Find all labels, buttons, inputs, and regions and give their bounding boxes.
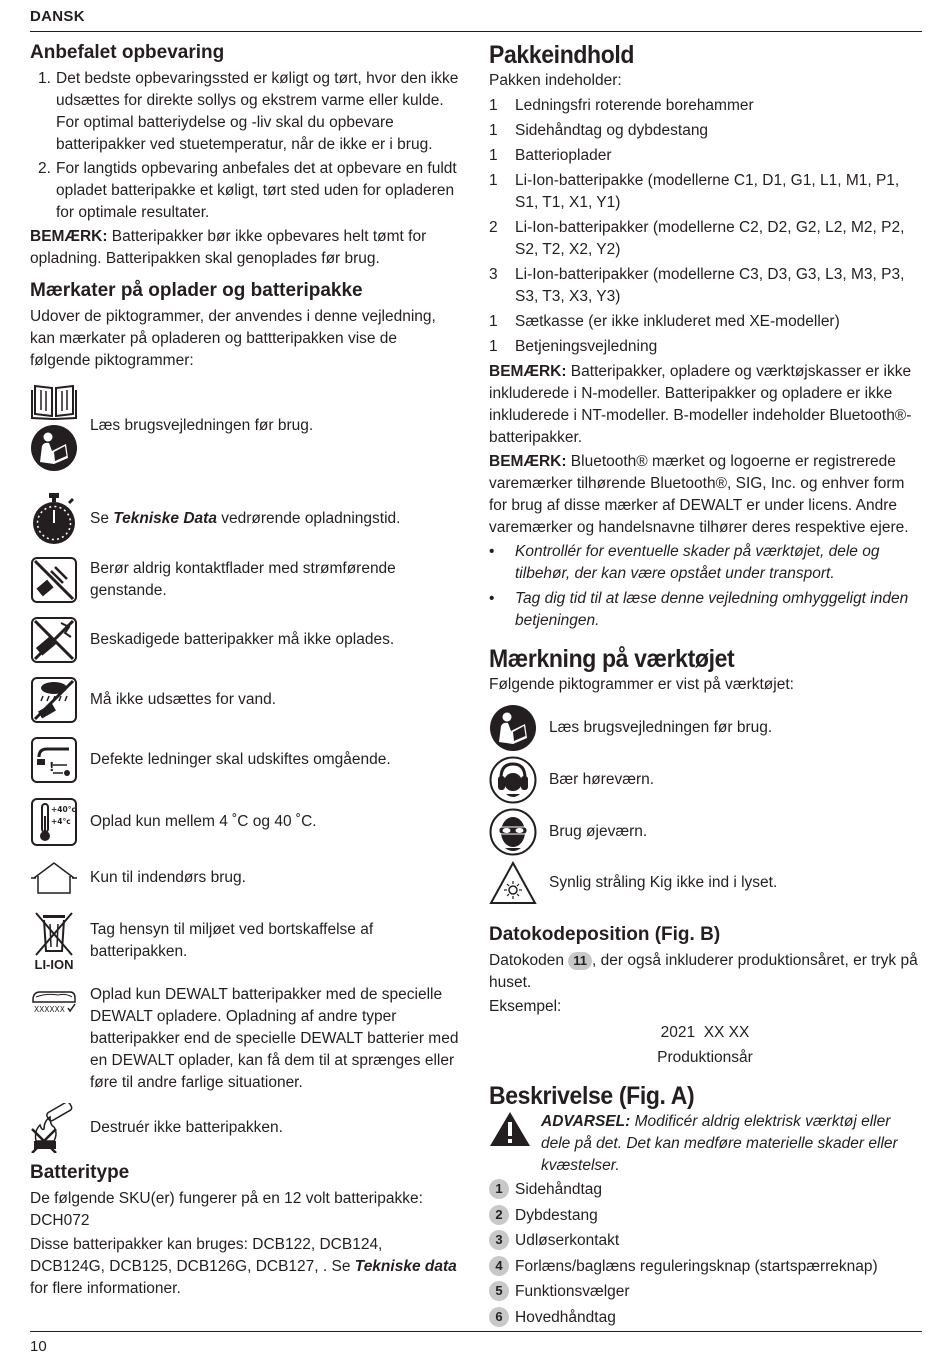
- list-item: 5 Funktionsvælger: [489, 1281, 921, 1303]
- pictogram-no-water: Må ikke udsættes for vand.: [30, 672, 460, 728]
- house-icon: [30, 860, 78, 896]
- description-heading: Beskrivelse (Fig. A): [489, 1082, 695, 1110]
- pictogram-environment: LI-ION Tag hensyn til miljøet ved bortskaffelse af batteripakken.: [30, 908, 460, 974]
- pictogram-charging-time: Se Tekniske Data vedrørende opladningstid.: [30, 492, 460, 546]
- warning-triangle-icon: [489, 1111, 531, 1147]
- list-item: 4 Forlæns/baglæns reguleringsknap (startspærreknap): [489, 1256, 921, 1278]
- list-item: • Kontrollér for eventuelle skader på værktøjet, dele og tilbehør, der kan være opstået under transport.: [489, 543, 880, 582]
- page-footer: [30, 1331, 922, 1357]
- date-code-text: Datokoden 11 , der også inkluderer produktionsåret, er tryk på huset.: [489, 952, 918, 991]
- tool-pictogram-radiation: Synlig stråling Kig ikke ind i lyset.: [489, 858, 921, 908]
- radiation-warning-icon: [489, 861, 537, 905]
- package-intro: Pakken indeholder:: [489, 72, 622, 89]
- damaged-battery-icon: [31, 617, 77, 663]
- package-heading: Pakkeindhold: [489, 41, 635, 69]
- svg-text:+40°c: +40°c: [51, 805, 76, 814]
- language-label: DANSK: [30, 8, 85, 25]
- eye-protection-icon: [489, 808, 537, 856]
- no-touch-contacts-icon: [31, 557, 77, 603]
- list-item: 3 Li-Ion-batteripakker (modellerne C3, D3, G3, L3, M3, P3, S3, T3, X3, Y3): [489, 266, 905, 305]
- right-column: [489, 40, 921, 1332]
- tool-pictogram-ear: Bær høreværn.: [489, 754, 921, 806]
- defective-cord-icon: [31, 737, 77, 783]
- li-ion-label: LI-ION: [34, 956, 74, 972]
- labels-heading: Mærkater på oplader og batteripakke: [30, 280, 363, 301]
- storage-list: [30, 68, 460, 224]
- battery-type-sku: De følgende SKU(er) fungerer på en 12 volt batteripakke: DCH072: [30, 1190, 423, 1229]
- crossed-bin-icon: [33, 911, 75, 957]
- svg-text:XXXXXX: XXXXXX: [34, 1005, 65, 1014]
- list-item: 6 Hovedhåndtag: [489, 1307, 921, 1329]
- list-item: 1 Sidehåndtag og dybdestang: [489, 122, 709, 139]
- list-item: 2 Dybdestang: [489, 1205, 921, 1227]
- list-item: 3 Udløserkontakt: [489, 1230, 921, 1252]
- date-code-example: Eksempel:: [489, 998, 562, 1015]
- list-item: 2. For langtids opbevaring anbefales det at opbevare en fuldt opladet batteripakke et køligt, tørt sted uden for opladeren for optimale resultater.: [38, 160, 457, 221]
- thermometer-icon: [31, 798, 77, 846]
- left-column: [30, 40, 460, 1302]
- tool-marking-intro: Følgende piktogrammer er vist på værktøjet:: [489, 676, 794, 693]
- pictogram-defective-cords: ! Defekte ledninger skal udskiftes omgående.: [30, 732, 460, 788]
- list-item: 1 Sidehåndtag: [489, 1179, 921, 1201]
- date-code-heading: Datokodeposition (Fig. B): [489, 924, 721, 945]
- pictogram-dewalt-only: XXXXXX Oplad kun DEWALT batteripakker med de specielle DEWALT opladere. Opladning af andre typer batteripakker end de specielle DEWALT batterier med en DEWALT oplader, kan få dem til at sprænges eller føre til andre farlige situationer.: [30, 984, 460, 1094]
- svg-text:!: !: [49, 760, 55, 774]
- battery-type-heading: Batteritype: [30, 1162, 130, 1183]
- list-item: 1. Det bedste opbevaringssted er køligt og tørt, hvor den ikke udsættes for direkte sollys og ekstrem varme eller kulde. For optimal batteriydelse og -liv skal du opbevare batteripakker ved stuetemperatur, når de ikke er i brug.: [38, 70, 459, 153]
- rain-icon: [31, 677, 77, 723]
- charger-icon: [30, 988, 78, 1014]
- pictogram-no-touch: Berør aldrig kontaktflader med strømførende genstande.: [30, 552, 460, 608]
- ear-protection-icon: [489, 756, 537, 804]
- package-note-1: BEMÆRK: Batteripakker, opladere og værktøjskasser er ikke inkluderede i N-modeller. Batteripakker og opladere er ikke inkluderede i NT-modeller. B-modeller indeholder Bluetooth®-batteripakker.: [489, 363, 912, 446]
- pictogram-indoor: Kun til indendørs brug.: [30, 852, 460, 904]
- tool-pictogram-eye: Brug øjeværn.: [489, 806, 921, 858]
- date-code-value: 2021 XX XX: [660, 1024, 750, 1041]
- pictogram-no-damaged: Beskadigede batteripakker må ikke oplades.: [30, 612, 460, 668]
- description-list: [489, 1179, 921, 1329]
- pictogram-read-manual: Læs brugsvejledningen før brug.: [30, 380, 460, 472]
- warning-block: ADVARSEL: Modificér aldrig elektrisk værktøj eller dele på det. Det kan medføre materielle skader eller kvæstelser.: [489, 1111, 921, 1177]
- list-item: 1 Batterioplader: [489, 147, 612, 164]
- list-item: 1 Betjeningsvejledning: [489, 338, 658, 355]
- list-item: 2 Li-Ion-batteripakker (modellerne C2, D2, G2, L2, M2, P2, S2, T2, X2, Y2): [489, 219, 905, 258]
- stopwatch-icon: [30, 493, 78, 545]
- page-header: [30, 6, 922, 32]
- no-incineration-icon: [30, 1103, 78, 1153]
- list-item: 1 Li-Ion-batteripakke (modellerne C1, D1, G1, L1, M1, P1, S1, T1, X1, Y1): [489, 172, 900, 211]
- date-code-label: Produktionsår: [657, 1049, 753, 1066]
- package-list: [489, 95, 921, 358]
- package-note-2: BEMÆRK: Bluetooth® mærket og logoerne er registrerede varemærker tilhørende Bluetooth®, SIG, Inc. og enhver form for brug af disse mærker af DEWALT er under licens. Andre varemærker og handelsnavne tilhører deres respektive ejere.: [489, 453, 909, 536]
- list-item: • Tag dig tid til at læse denne vejledning omhyggeligt inden betjeningen.: [489, 590, 909, 629]
- pictogram-charge-temp: +40°c +4°c Oplad kun mellem 4 ˚C og 40 ˚C.: [30, 794, 460, 850]
- book-icon: [31, 380, 77, 420]
- labels-intro: Udover de piktogrammer, der anvendes i denne vejledning, kan mærkater på opladeren og battteripakken vise de følgende piktogrammer:: [30, 308, 436, 369]
- tool-pictogram-read-manual: Læs brugsvejledningen før brug.: [489, 702, 921, 754]
- pictogram-no-destroy: Destruér ikke batteripakken.: [30, 1102, 460, 1154]
- read-manual-icon: [30, 424, 78, 472]
- page-number: 10: [30, 1338, 47, 1355]
- reference-badge: 11: [568, 952, 592, 970]
- storage-heading: Anbefalet opbevaring: [30, 42, 225, 63]
- tool-marking-heading: Mærkning på værktøjet: [489, 645, 735, 673]
- storage-note: BEMÆRK: Batteripakker bør ikke opbevares helt tømt for opladning. Batteripakken skal genoplades før brug.: [30, 228, 427, 267]
- battery-type-packs: Disse batteripakker kan bruges: DCB122, DCB124, DCB124G, DCB125, DCB126G, DCB127, . Se Tekniske data for flere informationer.: [30, 1236, 457, 1297]
- list-item: 1 Ledningsfri roterende borehammer: [489, 97, 754, 114]
- read-manual-icon: [489, 704, 537, 752]
- svg-text:+4°c: +4°c: [51, 817, 71, 826]
- list-item: 1 Sætkasse (er ikke inkluderet med XE-modeller): [489, 313, 840, 330]
